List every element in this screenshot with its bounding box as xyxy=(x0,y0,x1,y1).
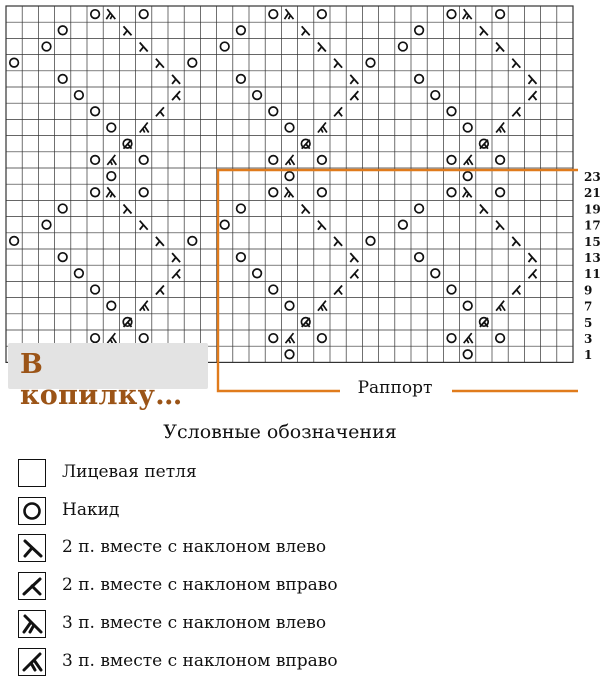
row-number: 11 xyxy=(584,267,601,282)
legend-label: 3 п. вместе с наклоном вправо xyxy=(62,651,338,671)
k3tog-right-icon xyxy=(18,648,46,676)
row-number: 5 xyxy=(584,315,593,330)
legend-title: Условные обозначения xyxy=(163,421,397,443)
k3tog-left-icon xyxy=(18,610,46,638)
row-number: 13 xyxy=(584,251,601,265)
legend-label: Лицевая петля xyxy=(62,462,197,482)
legend-label: 3 п. вместе с наклоном влево xyxy=(62,613,327,633)
legend-label: 2 п. вместе с наклоном вправо xyxy=(62,575,338,595)
row-number: 9 xyxy=(584,283,593,298)
row-number: 15 xyxy=(584,234,601,249)
rapport-label: Раппорт xyxy=(340,377,450,399)
row-number: 21 xyxy=(584,186,601,201)
legend-label: Накид xyxy=(62,500,120,520)
k2tog-right-icon xyxy=(18,572,46,600)
row-number: 7 xyxy=(584,299,593,314)
row-number: 1 xyxy=(584,348,593,363)
knit-stitch-icon xyxy=(18,459,46,487)
k2tog-left-icon xyxy=(18,534,46,562)
row-number: 19 xyxy=(584,202,601,217)
legend-label: 2 п. вместе с наклоном влево xyxy=(62,537,327,557)
kopilka-badge xyxy=(8,343,208,411)
row-number: 23 xyxy=(584,170,601,184)
yarn-over-icon xyxy=(18,497,46,525)
row-number: 17 xyxy=(584,218,601,233)
row-number: 3 xyxy=(584,332,593,346)
badge-text: В копилку… xyxy=(20,349,183,411)
